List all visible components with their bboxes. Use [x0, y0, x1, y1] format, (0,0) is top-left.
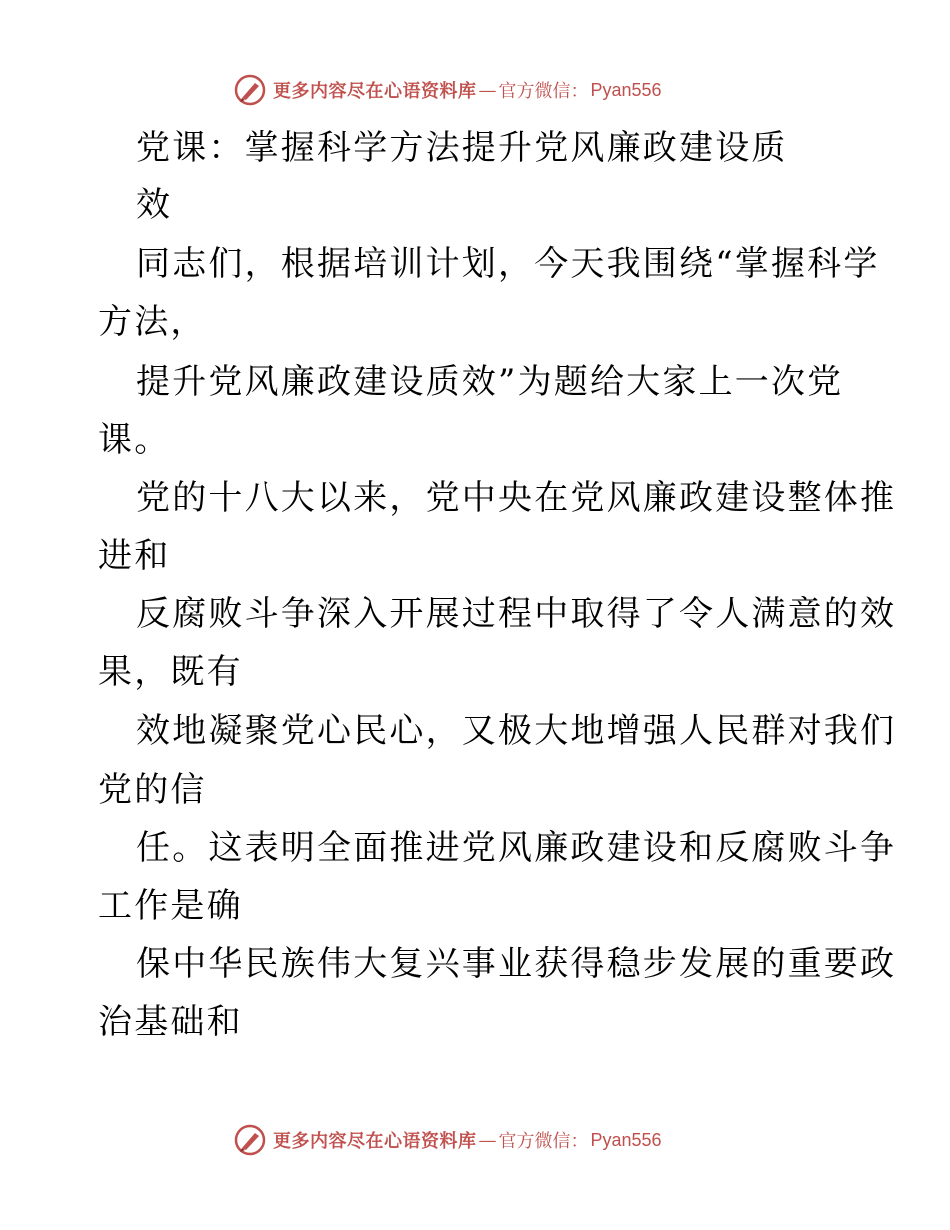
document-title-line-1: 党课：掌握科学方法提升党风廉政建设质 — [136, 128, 788, 168]
header-watermark — [233, 72, 662, 108]
watermark-brand: 更多内容尽在心语资料库 — [273, 81, 477, 102]
paragraph-line: 党的信 — [98, 770, 207, 810]
watermark-wechat-id: Pyan556 — [590, 79, 662, 100]
paragraph-line: 工作是确 — [98, 886, 243, 926]
paragraph-line: 党的十八大以来，党中央在党风廉政建设整体推 — [136, 478, 897, 518]
paragraph-line: 反腐败斗争深入开展过程中取得了令人满意的效 — [136, 594, 897, 634]
paragraph-line: 进和 — [98, 536, 171, 576]
watermark-wechat-label: 官方微信： — [498, 81, 589, 102]
watermark-dash: — — [478, 79, 497, 101]
watermark-wechat-id: Pyan556 — [590, 1129, 662, 1150]
paragraph-line: 保中华民族伟大复兴事业获得稳步发展的重要政 — [136, 944, 897, 984]
watermark-brand: 更多内容尽在心语资料库 — [273, 1131, 477, 1152]
watermark-dash: — — [478, 1129, 497, 1151]
paragraph-line: 治基础和 — [98, 1002, 243, 1042]
document-title-line-2: 效 — [136, 185, 173, 225]
paragraph-line: 效地凝聚党心民心，又极大地增强人民群对我们 — [136, 711, 897, 751]
footer-watermark — [233, 1122, 662, 1158]
paragraph-line: 方法， — [98, 302, 207, 342]
paragraph-line: 任。这表明全面推进党风廉政建设和反腐败斗争 — [136, 828, 897, 868]
paragraph-line: 提升党风廉政建设质效”为题给大家上一次党 — [136, 362, 844, 402]
watermark-wechat-label: 官方微信： — [498, 1131, 589, 1152]
quill-pen-logo-icon — [233, 73, 267, 107]
paragraph-line: 果，既有 — [98, 652, 243, 692]
paragraph-line: 课。 — [98, 420, 171, 460]
paragraph-line: 同志们，根据培训计划，今天我围绕“掌握科学 — [136, 244, 880, 284]
quill-pen-logo-icon — [233, 1123, 267, 1157]
